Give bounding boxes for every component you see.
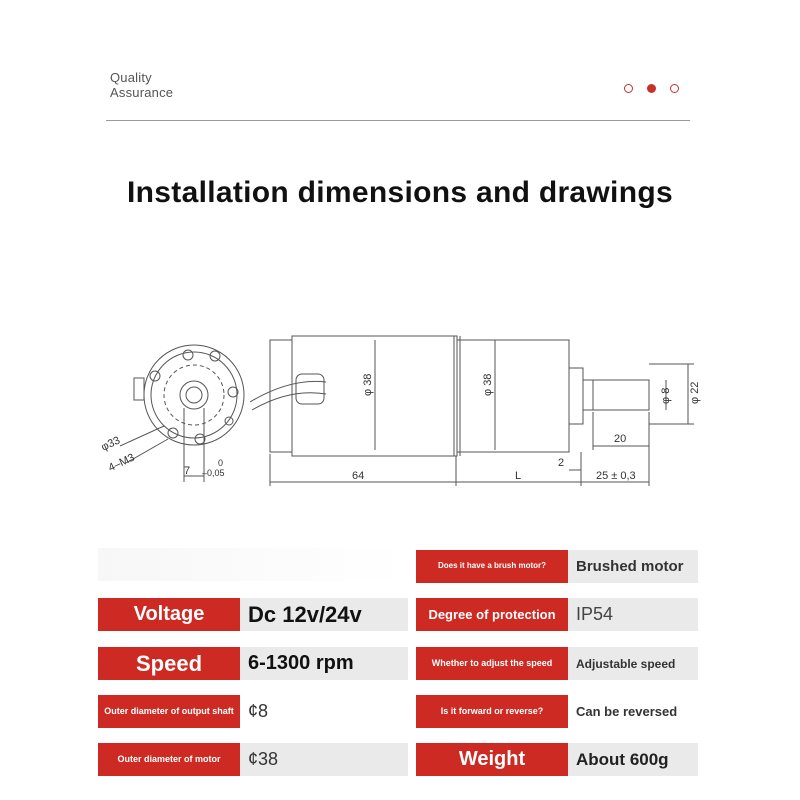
spec-label: Weight	[416, 743, 568, 776]
spec-label: Voltage	[98, 598, 240, 631]
dim-64: 64	[352, 470, 365, 482]
spec-label: Does it have a brush motor?	[416, 550, 568, 583]
slide-dot[interactable]	[624, 84, 633, 93]
spec-label: Whether to adjust the speed	[416, 647, 568, 680]
spec-value: Can be reversed	[568, 695, 698, 728]
dim-phi33: φ33	[99, 434, 123, 454]
page-title: Installation dimensions and drawings	[127, 176, 673, 209]
slide-dot[interactable]	[670, 84, 679, 93]
dim-phi38-motor: φ 38	[362, 373, 374, 396]
dim-phi38-gearbox: φ 38	[482, 373, 494, 396]
brand-line-2: Assurance	[110, 85, 174, 100]
gearbox-body	[457, 340, 569, 452]
spec-value: Dc 12v/24v	[240, 598, 408, 631]
motor-end-cap	[270, 340, 292, 452]
dim-25: 25 ± 0,3	[596, 470, 636, 482]
dim-2: 2	[558, 457, 565, 469]
dim-4m3: 4–M3	[106, 451, 137, 475]
spec-value: ¢38	[240, 743, 408, 776]
spec-value: Adjustable speed	[568, 647, 698, 680]
brand-line-1: Quality	[110, 70, 152, 85]
spec-label: Outer diameter of output shaft	[98, 695, 240, 728]
dim-L: L	[515, 470, 522, 482]
slide-dot-active[interactable]	[647, 84, 656, 93]
brand-text	[110, 70, 173, 100]
technical-drawing	[90, 300, 730, 510]
slide-indicator	[624, 84, 679, 93]
spec-value: IP54	[568, 598, 698, 631]
spec-value: About 600g	[568, 743, 698, 776]
spec-label: Degree of protection	[416, 598, 568, 631]
blank-spec-slot	[98, 548, 408, 581]
header-divider	[106, 120, 690, 121]
spec-label: Speed	[98, 647, 240, 680]
dim-7-lower: –0,05	[202, 468, 225, 478]
dim-20: 20	[614, 433, 627, 445]
spec-value: Brushed motor	[568, 550, 698, 583]
spec-label: Outer diameter of motor	[98, 743, 240, 776]
shaft-bore	[180, 381, 208, 409]
dim-phi8: φ 8	[660, 387, 672, 404]
spec-label: Is it forward or reverse?	[416, 695, 568, 728]
dim-7-tol: 7	[184, 465, 191, 477]
dim-phi22: φ 22	[689, 381, 701, 404]
dim-7-upper: 0	[218, 458, 224, 468]
spec-value: ¢8	[240, 695, 408, 728]
spec-value: 6-1300 rpm	[240, 647, 408, 680]
